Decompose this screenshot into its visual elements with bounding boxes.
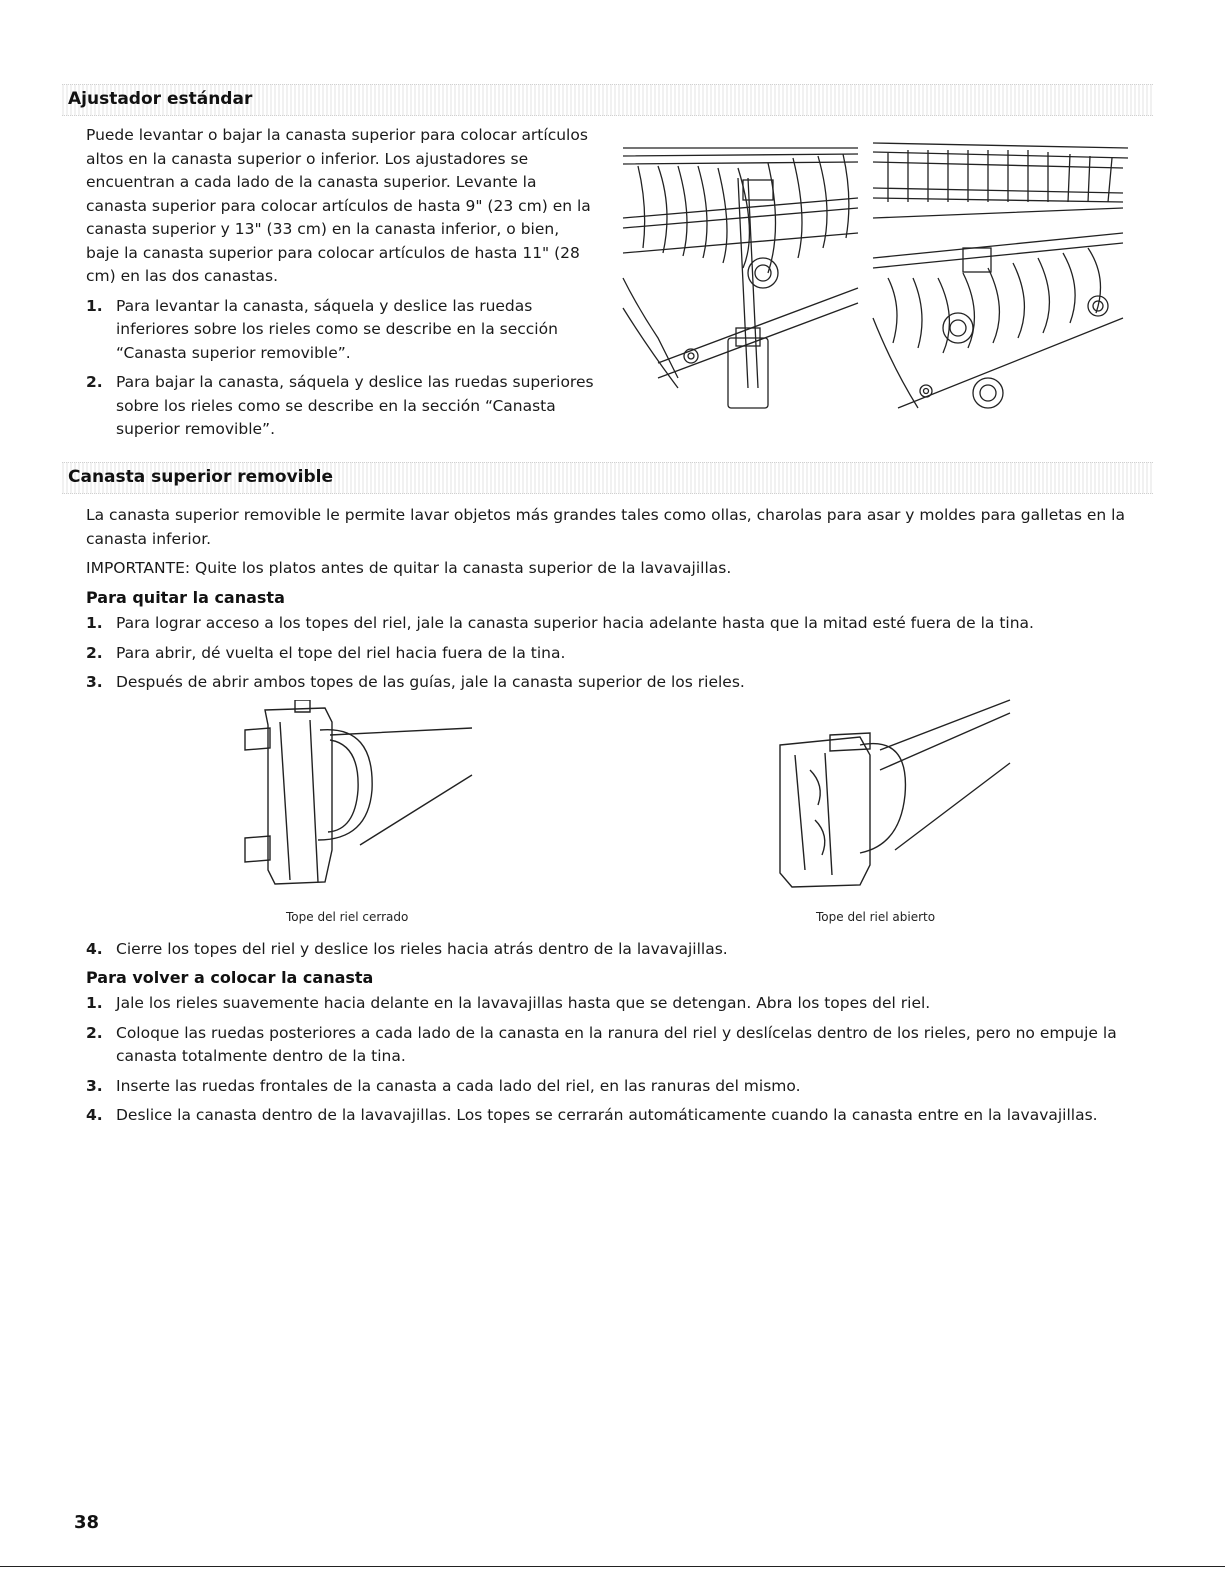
rack-adjuster-illustration [618, 138, 1133, 423]
page-number: 38 [74, 1512, 100, 1533]
remove-steps [86, 612, 1136, 695]
list-item: 1. Para levantar la canasta, sáquela y deslice las ruedas inferiores sobre los rieles como se describe en la sección “Canasta superior removible”. [86, 296, 558, 362]
section1-body [86, 124, 596, 448]
list-item: 2. Para abrir, dé vuelta el tope del riel hacia fuera de la tina. [86, 643, 566, 662]
section2-intro-block [86, 504, 1136, 581]
section1-steps [86, 295, 596, 442]
section1-intro: Puede levantar o bajar la canasta superior para colocar artículos altos en la canasta superior o inferior. Los ajustadores se encuentran a cada lado de la canasta superior. Levante la canasta superior para colocar artículos de hasta 9" (23 cm) en la canasta superior y 13" (33 cm) en la canasta inferior, o bien, baje la canasta superior para colocar artículos de hasta 11" (28 cm) en las dos canastas. [86, 126, 591, 285]
rail-stop-closed-illustration [240, 700, 480, 895]
caption-closed: Tope del riel cerrado [286, 910, 409, 924]
list-item: 3. Después de abrir ambos topes de las guías, jale la canasta superior de los rieles. [86, 673, 745, 691]
list-item: 3. Inserte las ruedas frontales de la canasta a cada lado del riel, en las ranuras del mismo. [86, 1076, 801, 1095]
list-item: 4. Cierre los topes del riel y deslice los rieles hacia atrás dentro de la lavavajillas. [86, 940, 728, 958]
remove-step4 [86, 938, 1136, 962]
replace-steps [86, 992, 1136, 1128]
rack-raised-drawing [873, 143, 1128, 408]
important-note: IMPORTANTE: Quite los platos antes de quitar la canasta superior de la lavavajillas. [86, 559, 732, 577]
section-header-ajustador [62, 84, 1153, 116]
footer-rule [0, 1566, 1225, 1567]
list-item: 4. Deslice la canasta dentro de la lavavajillas. Los topes se cerrarán automáticamente cuando la canasta entre en la lavavajillas. [86, 1106, 1098, 1124]
section-title: Ajustador estándar [68, 89, 253, 109]
list-item: 2. Coloque las ruedas posteriores a cada lado de la canasta en la ranura del riel y deslícelas dentro de los rieles, pero no empuje la canasta totalmente dentro de la tina. [86, 1023, 1117, 1065]
rack-lowered-drawing [623, 148, 858, 408]
rail-stop-open-illustration [770, 695, 1015, 895]
list-item: 1. Para lograr acceso a los topes del riel, jale la canasta superior hacia adelante hasta que la mitad esté fuera de la tina. [86, 614, 1034, 632]
caption-open: Tope del riel abierto [816, 910, 936, 924]
remove-step4-block [86, 938, 1136, 968]
section-header-canasta [62, 462, 1153, 494]
replace-steps-block [86, 992, 1136, 1134]
remove-heading: Para quitar la canasta [86, 588, 285, 607]
replace-heading: Para volver a colocar la canasta [86, 968, 374, 987]
list-item: 1. Jale los rieles suavemente hacia delante en la lavavajillas hasta que se detengan. Abra los topes del riel. [86, 994, 931, 1012]
section2-intro: La canasta superior removible le permite lavar objetos más grandes tales como ollas, charolas para asar y moldes para galletas en la canasta inferior. [86, 506, 1125, 548]
list-item: 2. Para bajar la canasta, sáquela y deslice las ruedas superiores sobre los rieles como se describe en la sección “Canasta superior removible”. [86, 373, 594, 438]
section-title: Canasta superior removible [68, 467, 334, 487]
remove-steps-block [86, 612, 1136, 701]
